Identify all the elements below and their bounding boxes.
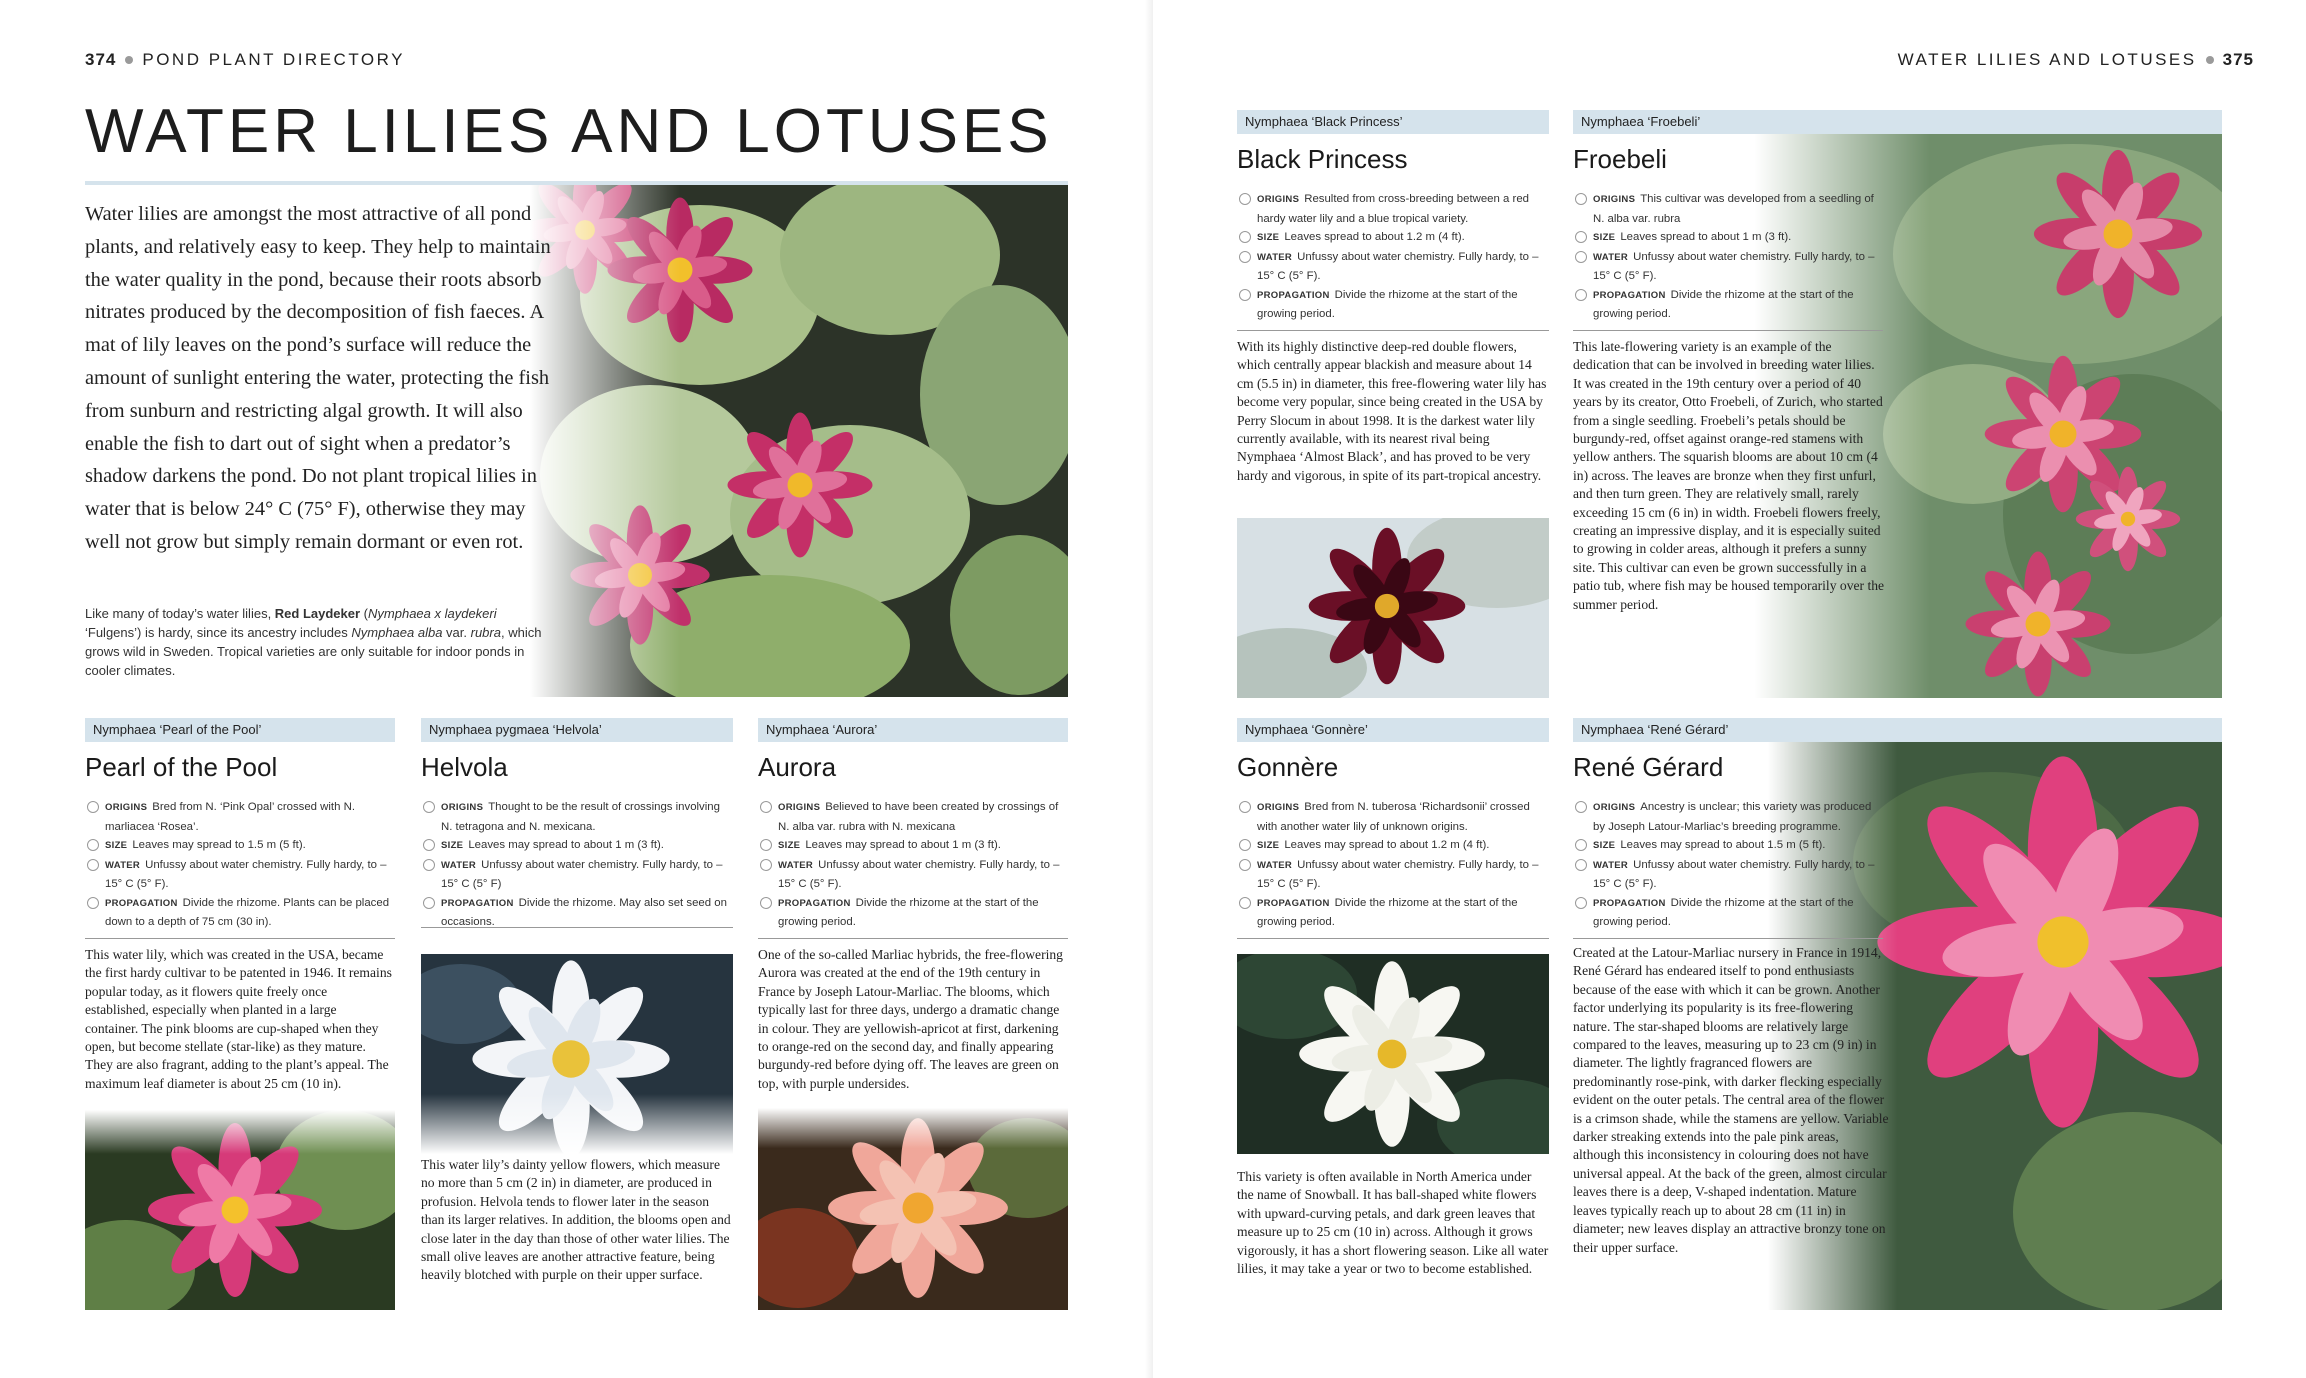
aurora-photo: [758, 1108, 1068, 1310]
section-title: POND PLANT DIRECTORY: [142, 50, 405, 69]
plant-description: This late-flowering variety is an example of the dedication that can be involved in breeding water lilies. It was created in the 19th century over a period of 40 years by its creator, Otto Froebeli, of Zurich, who started from a single seedling. Froebeli’s petals should be burgundy-red, offset against orange-red stamens with yellow anthers. The squarish blooms are about 10 cm (4 in) across. The leaves are bronze when they first unfurl, and then turn green. They are relatively small, rarely exceeding 15 cm (6 in) in width. Froebeli flowers freely, creating an impressive display, and it is especially suited to growing in colder areas, although it prefers a sunny site. This cultivar can even be grown successfully in a patio tub, where fish may be housed temporarily over the summer period.: [1573, 339, 1885, 612]
fact-water: WATER Unfussy about water chemistry. Fully hardy, to –15° C (5° F): [421, 856, 733, 894]
fact-list: [1573, 798, 1883, 939]
fact-list: [758, 798, 1068, 939]
propagation-icon: [87, 897, 99, 909]
propagation-icon: [1239, 897, 1251, 909]
fact-size: SIZE Leaves may spread to about 1 m (3 ft).: [758, 836, 1068, 856]
propagation-icon: [1575, 897, 1587, 909]
fact-water: WATER Unfussy about water chemistry. Fully hardy, to –15° C (5° F).: [85, 856, 395, 894]
fact-origins: ORIGINS This cultivar was developed from a seedling of N. alba var. rubra: [1573, 190, 1883, 228]
fact-propagation: PROPAGATION Divide the rhizome at the start of the growing period.: [758, 894, 1068, 932]
page-number: 375: [2222, 50, 2254, 69]
fact-size: SIZE Leaves spread to about 1.2 m (4 ft).: [1237, 228, 1549, 248]
fact-water: WATER Unfussy about water chemistry. Fully hardy, to –15° C (5° F).: [1237, 248, 1549, 286]
fact-origins: ORIGINS Ancestry is unclear; this variety was produced by Joseph Latour-Marliac’s breeding programme.: [1573, 798, 1883, 836]
latin-name-label: Nymphaea ‘Black Princess’: [1237, 110, 1549, 134]
fact-origins: ORIGINS Bred from N. ‘Pink Opal’ crossed with N. marliacea ‘Rosea’.: [85, 798, 395, 836]
page-number: 374: [85, 50, 117, 69]
plant-description: One of the so-called Marliac hybrids, the free-flowering Aurora was created at the end of the 19th century in France by Joseph Latour-Marliac. The blooms, which typically last for three days, undergo a dramatic change in colour. They are yellowish-apricot at first, darkening to orange-red on the second day, and finally appearing burgundy-red before dying off. The leaves are green on top, with purple undersides.: [758, 947, 1063, 1091]
latin-name-label: Nymphaea ‘Pearl of the Pool’: [85, 718, 395, 742]
fact-water: WATER Unfussy about water chemistry. Fully hardy, to –15° C (5° F).: [1237, 856, 1549, 894]
plant-name: Helvola: [421, 752, 508, 782]
plant-name: Froebeli: [1573, 144, 1667, 174]
origins-icon: [1575, 801, 1587, 813]
intro-paragraph: Water lilies are amongst the most attractive of all pond plants, and relatively easy to keep. They help to maintain the water quality in the pond, because their roots absorb nitrates produced by the decomposition of fish faeces. A mat of lily leaves on the pond’s surface will reduce the amount of sunlight entering the water, protecting the fish from sunburn and restricting algal growth. It will also enable the fish to dart out of sight when a predator’s shadow darkens the pond. Do not plant tropical lilies in water that is below 24° C (75° F), otherwise they may well not grow but simply remain dormant or even rot.: [85, 203, 551, 553]
origins-icon: [760, 801, 772, 813]
fact-origins: ORIGINS Resulted from cross-breeding between a red hardy water lily and a blue tropical variety.: [1237, 190, 1549, 228]
fact-list: [1573, 190, 1883, 331]
fact-water: WATER Unfussy about water chemistry. Fully hardy, to –15° C (5° F).: [1573, 248, 1883, 286]
propagation-icon: [423, 897, 435, 909]
fact-size: SIZE Leaves may spread to about 1.5 m (5 ft).: [1573, 836, 1883, 856]
origins-icon: [1575, 193, 1587, 205]
fact-origins: ORIGINS Thought to be the result of crossings involving N. tetragona and N. mexicana.: [421, 798, 733, 836]
fact-propagation: PROPAGATION Divide the rhizome. Plants can be placed down to a depth of 75 cm (30 in).: [85, 894, 395, 932]
water-icon: [423, 859, 435, 871]
size-icon: [760, 839, 772, 851]
water-icon: [1239, 251, 1251, 263]
water-icon: [1575, 251, 1587, 263]
latin-name-label: Nymphaea ‘Aurora’: [758, 718, 1068, 742]
red-laydeker-photo: [530, 185, 1068, 697]
size-icon: [1239, 839, 1251, 851]
latin-name-label: Nymphaea pygmaea ‘Helvola’: [421, 718, 733, 742]
plant-entry-pearl-of-the-pool: [85, 718, 395, 1310]
propagation-icon: [1575, 289, 1587, 301]
plant-description: With its highly distinctive deep-red double flowers, which centrally appear blackish and measure about 14 cm (5.5 in) in diameter, this free-flowering water lily has become very popular, since being created in the USA by Perry Slocum in about 1998. It is the darkest water lily currently available, with its nearest rival being Nymphaea ‘Almost Black’, and has proved to be very hardy and vigorous, in spite of its part-tropical ancestry.: [1237, 339, 1547, 483]
photo-caption: Like many of today’s water lilies, Red Laydeker (Nymphaea x laydekeri ‘Fulgens’) is hardy, since its ancestry includes Nymphaea alba var. rubra, which grows wild in Sweden. Tropical varieties are only suitable for indoor ponds in cooler climates.: [85, 606, 542, 678]
water-icon: [760, 859, 772, 871]
plant-name: René Gérard: [1573, 752, 1724, 782]
fact-size: SIZE Leaves may spread to 1.5 m (5 ft).: [85, 836, 395, 856]
plant-description: This water lily, which was created in the USA, became the first hardy cultivar to be patented in 1946. It remains popular today, as it flowers quite freely once established, especially when planted in a large container. The pink blooms are cup-shaped when they open, but become stellate (star-like) as they mature. They are also fragrant, adding to the plant’s appeal. The maximum leaf diameter is about 25 cm (10 in).: [85, 947, 392, 1091]
origins-icon: [87, 801, 99, 813]
left-page-header: [85, 50, 405, 70]
size-icon: [1575, 839, 1587, 851]
page-title: WATER LILIES AND LOTUSES: [85, 97, 1053, 166]
size-icon: [1239, 231, 1251, 243]
bullet-dot: [2206, 56, 2214, 64]
plant-entry-froebeli: [1573, 110, 2222, 698]
fact-list: [1237, 190, 1549, 331]
plant-entry-black-princess: [1237, 110, 1549, 698]
origins-icon: [423, 801, 435, 813]
fact-propagation: PROPAGATION Divide the rhizome. May also set seed on occasions.: [421, 894, 733, 929]
fact-water: WATER Unfussy about water chemistry. Fully hardy, to –15° C (5° F).: [758, 856, 1068, 894]
latin-name-label: Nymphaea ‘Gonnère’: [1237, 718, 1549, 742]
size-icon: [423, 839, 435, 851]
pearl-of-the-pool-photo: [85, 1110, 395, 1310]
plant-description: Created at the Latour-Marliac nursery in France in 1914, René Gérard has endeared itself to pond enthusiasts because of the ease with which it can be grown. Another factor underlying its popularity is its free-flowering nature. The star-shaped blooms are relatively large compared to the leaves, measuring up to 23 cm (9 in) in diameter. The lightly fragranced flowers are predominantly rose-pink, with darker flecking especially evident on the outer petals. The central area of the flower is a crimson shade, while the stamens are yellow. Variable darker streaking extends into the pale pink areas, although this inconsistency in colouring does not have universal appeal. At the back of the green, almost circular leaves there is a deep, V-shaped indentation. Mature leaves typically reach up to about 28 cm (11 in) in diameter; new leaves display an attractive bronzy tone on their upper surface.: [1573, 945, 1889, 1255]
fact-list: [421, 798, 733, 928]
origins-icon: [1239, 801, 1251, 813]
fact-water: WATER Unfussy about water chemistry. Fully hardy, to –15° C (5° F).: [1573, 856, 1883, 894]
plant-entry-helvola: [421, 718, 733, 1310]
fact-propagation: PROPAGATION Divide the rhizome at the start of the growing period.: [1237, 286, 1549, 324]
size-icon: [1575, 231, 1587, 243]
fact-propagation: PROPAGATION Divide the rhizome at the start of the growing period.: [1573, 286, 1883, 324]
plant-description: This variety is often available in North America under the name of Snowball. It has ball-shaped white flowers with upward-curving petals, and dark green leaves that measure up to 25 cm (10 in) across. Although it grows vigorously, it has a short flowering season. Like all water lilies, it may take a year or two to become established.: [1237, 1169, 1549, 1277]
fact-propagation: PROPAGATION Divide the rhizome at the start of the growing period.: [1237, 894, 1549, 932]
plant-entry-rene-gerard: [1573, 718, 2222, 1310]
latin-name-label: Nymphaea ‘René Gérard’: [1573, 718, 2222, 742]
plant-description: This water lily’s dainty yellow flowers, which measure no more than 5 cm (2 in) in diameter, are produced in profusion. Helvola tends to flower later in the season than its larger relatives. In addition, the blooms open and close later in the day than those of other water lilies. The small olive leaves are another attractive feature, being heavily blotched with purple on their upper surface.: [421, 1157, 731, 1283]
fact-origins: ORIGINS Believed to have been created by crossings of N. alba var. rubra with N. mexicana: [758, 798, 1068, 836]
water-icon: [87, 859, 99, 871]
propagation-icon: [760, 897, 772, 909]
fact-propagation: PROPAGATION Divide the rhizome at the start of the growing period.: [1573, 894, 1883, 932]
right-page: [1153, 0, 2306, 1378]
propagation-icon: [1239, 289, 1251, 301]
plant-entry-aurora: [758, 718, 1068, 1310]
bullet-dot: [125, 56, 133, 64]
fact-size: SIZE Leaves spread to about 1 m (3 ft).: [1573, 228, 1883, 248]
plant-name: Gonnère: [1237, 752, 1339, 782]
fact-size: SIZE Leaves may spread to about 1.2 m (4 ft).: [1237, 836, 1549, 856]
plant-name: Pearl of the Pool: [85, 752, 278, 782]
fact-list: [85, 798, 395, 939]
plant-entry-gonnere: [1237, 718, 1549, 1310]
fact-list: [1237, 798, 1549, 939]
section-title: WATER LILIES AND LOTUSES: [1897, 50, 2197, 69]
right-page-header: [1898, 50, 2254, 70]
origins-icon: [1239, 193, 1251, 205]
latin-name-label: Nymphaea ‘Froebeli’: [1573, 110, 2222, 134]
water-icon: [1575, 859, 1587, 871]
size-icon: [87, 839, 99, 851]
gonnere-photo: [1237, 954, 1549, 1154]
fact-origins: ORIGINS Bred from N. tuberosa ‘Richardsonii’ crossed with another water lily of unknown origins.: [1237, 798, 1549, 836]
water-icon: [1239, 859, 1251, 871]
plant-name: Aurora: [758, 752, 837, 782]
black-princess-photo: [1237, 518, 1549, 698]
fact-size: SIZE Leaves may spread to about 1 m (3 ft).: [421, 836, 733, 856]
helvola-photo: [421, 954, 733, 1154]
plant-name: Black Princess: [1237, 144, 1408, 174]
